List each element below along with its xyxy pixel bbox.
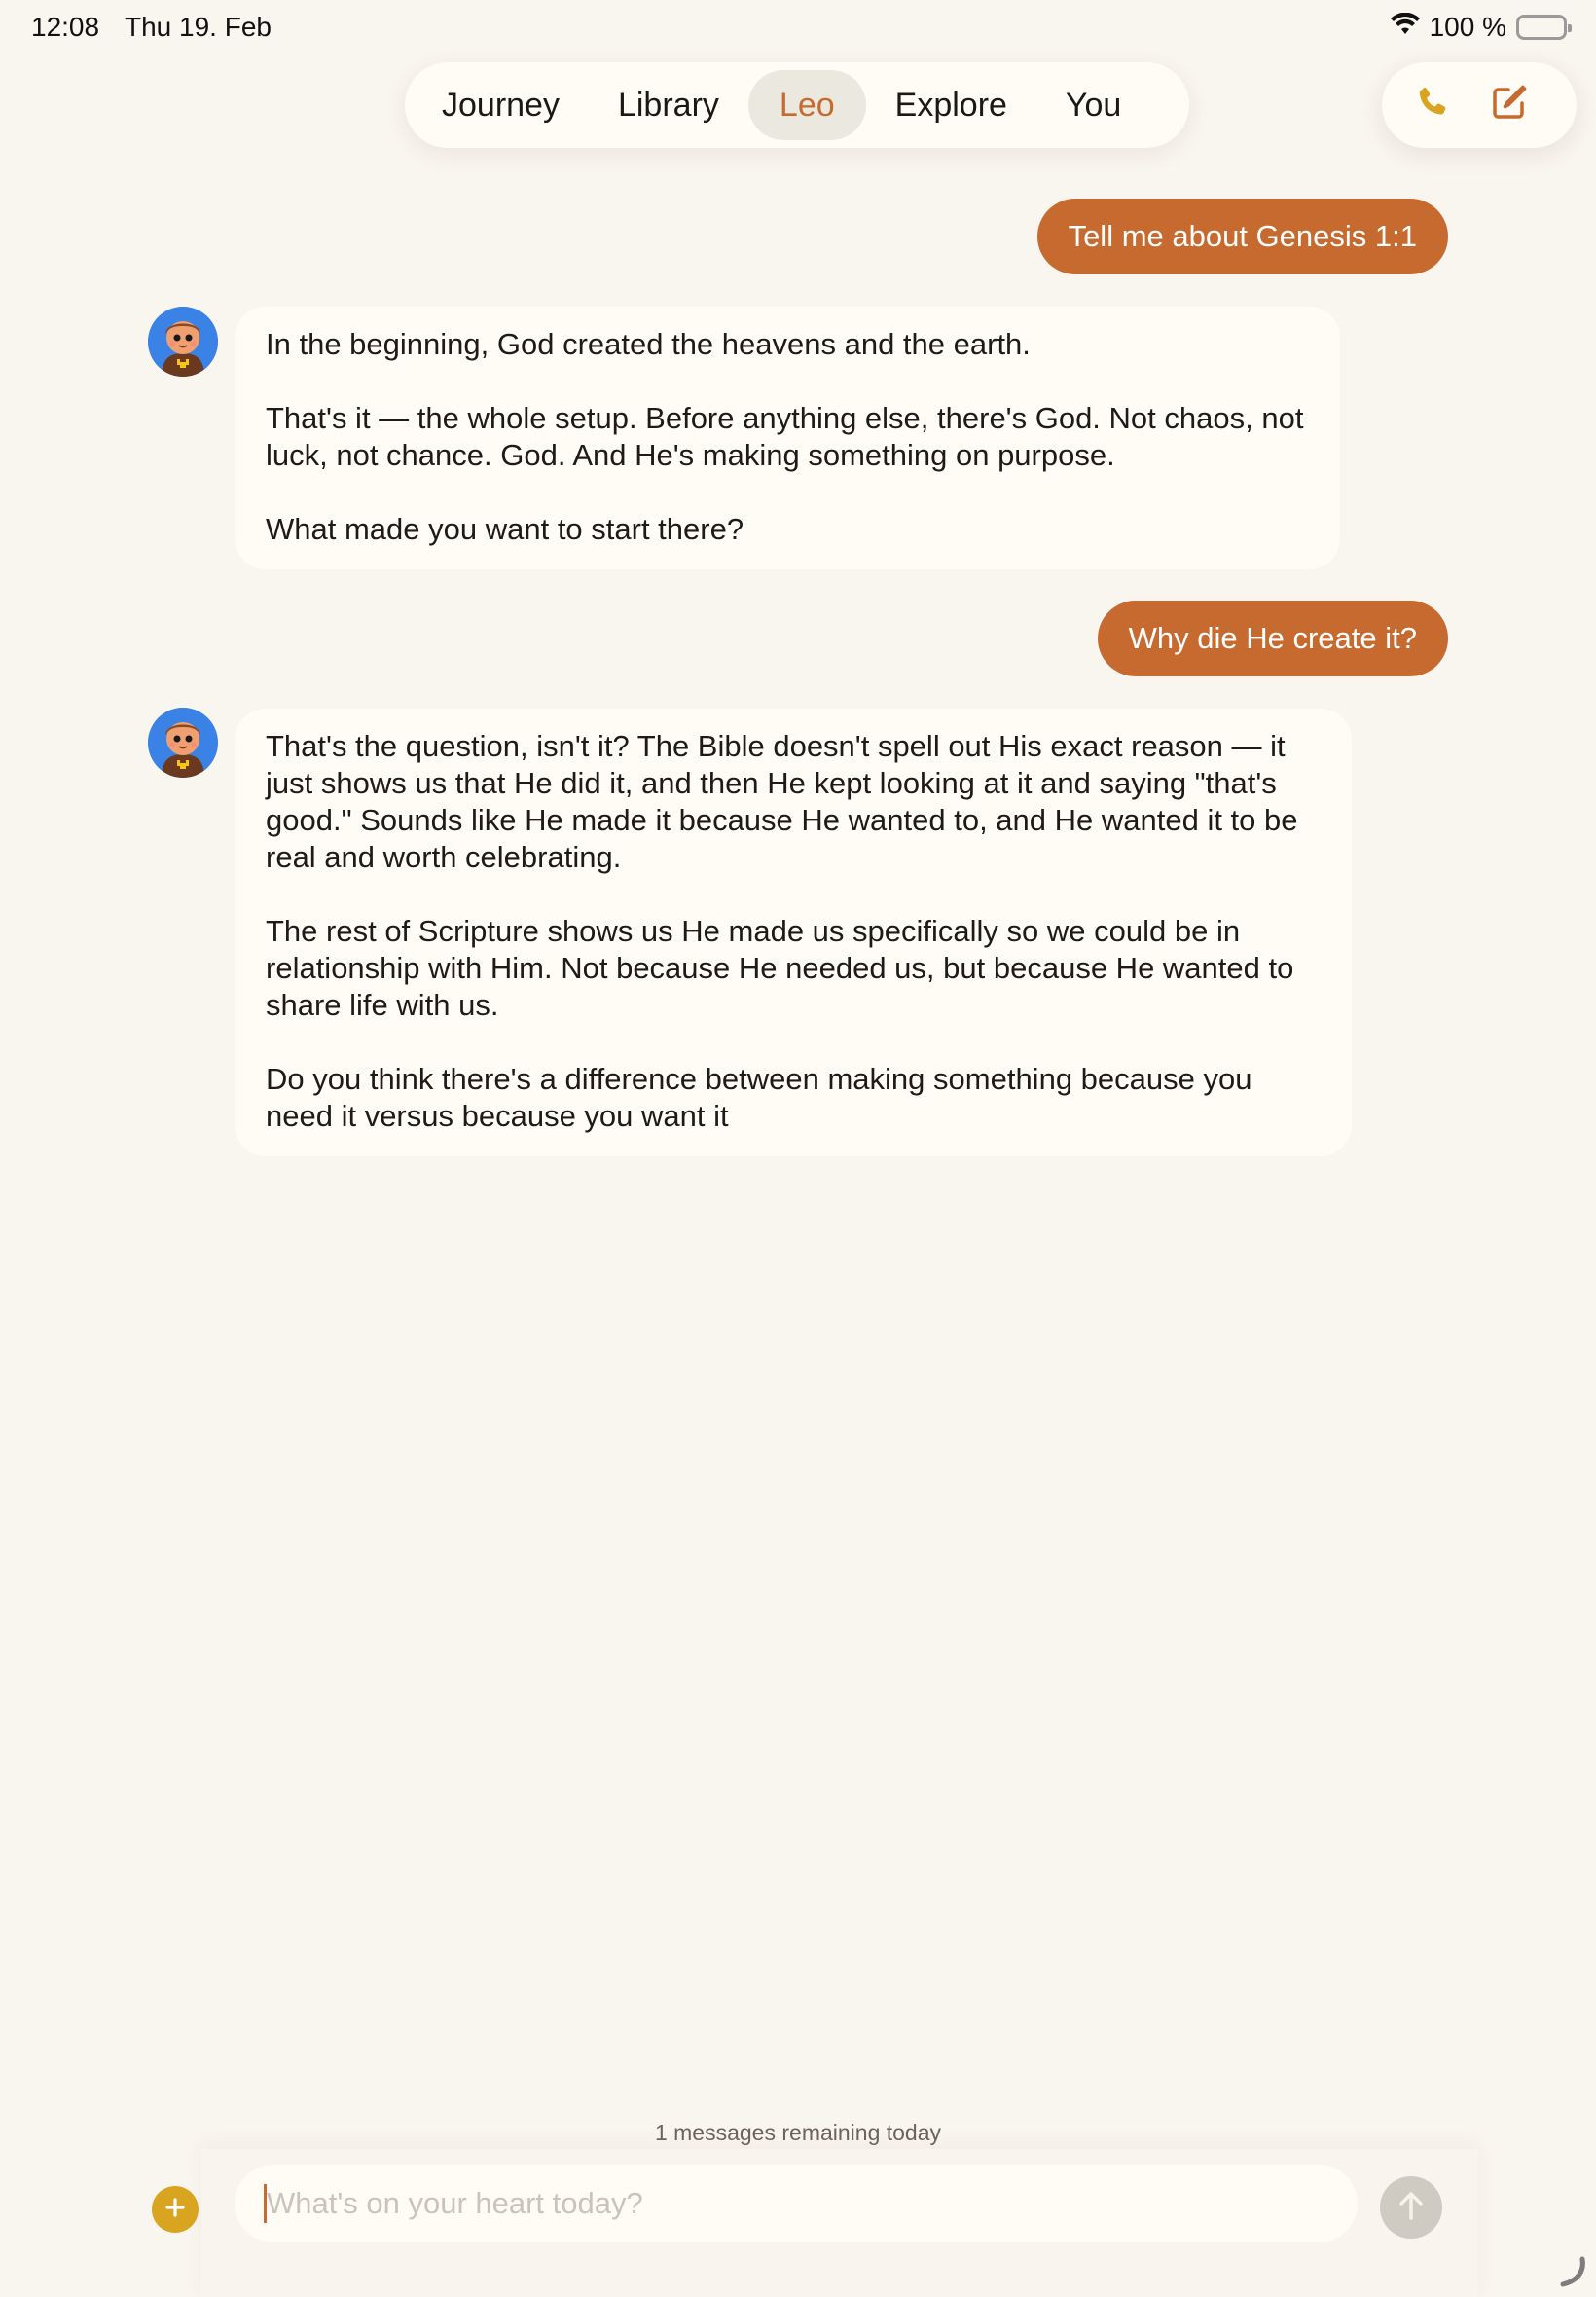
- assistant-message: [235, 307, 1340, 569]
- plus-icon: [163, 2196, 187, 2224]
- message-paragraph: The rest of Scripture shows us He made us specifically so we could be in relationship with Him. Not because He needed us, but because He wanted to share life with us.: [266, 914, 1294, 1022]
- message-text: Why die He create it?: [1128, 621, 1417, 655]
- battery-icon: [1516, 15, 1567, 40]
- compose-icon: [1488, 83, 1529, 128]
- status-indicators: [1391, 12, 1567, 43]
- tab-explore[interactable]: Explore: [894, 86, 1007, 124]
- top-nav: [405, 62, 1189, 148]
- wifi-icon: [1391, 12, 1420, 43]
- user-message: [1098, 601, 1448, 676]
- new-chat-button[interactable]: [1481, 78, 1536, 132]
- tab-journey[interactable]: Journey: [442, 86, 560, 124]
- message-text: Tell me about Genesis 1:1: [1068, 219, 1417, 253]
- phone-icon: [1413, 84, 1452, 128]
- header-actions: [1382, 62, 1577, 148]
- assistant-message: [235, 709, 1352, 1156]
- call-button[interactable]: [1405, 78, 1460, 132]
- message-paragraph: Do you think there's a difference between making something because you need it versus because you want it: [266, 1062, 1252, 1133]
- leo-avatar: [148, 708, 218, 778]
- message-paragraph: That's the question, isn't it? The Bible doesn't spell out His exact reason — it just shows us that He did it, and then He kept looking at it and saying "that's good." Sounds like He made it because He wanted to, and He wanted it to be real and worth celebrating.: [266, 729, 1298, 874]
- message-paragraph: That's it — the whole setup. Before anything else, there's God. Not chaos, not luck, not chance. God. And He's making something on purpose.: [266, 401, 1304, 472]
- monk-avatar-icon: [148, 708, 218, 778]
- send-button[interactable]: [1380, 2176, 1442, 2239]
- status-date: Thu 19. Feb: [125, 12, 272, 42]
- battery-percent: 100 %: [1429, 12, 1506, 42]
- user-message: [1037, 199, 1448, 274]
- messages-remaining: 1 messages remaining today: [654, 2120, 942, 2145]
- tab-leo[interactable]: Leo: [748, 70, 866, 140]
- monk-avatar-icon: [148, 307, 218, 377]
- message-input-field[interactable]: [235, 2165, 1358, 2242]
- resize-handle-icon: [1555, 2255, 1588, 2293]
- tab-library[interactable]: Library: [617, 86, 719, 124]
- tab-you[interactable]: You: [1065, 86, 1122, 124]
- arrow-up-icon: [1396, 2189, 1426, 2227]
- message-paragraph: In the beginning, God created the heavens and the earth.: [266, 327, 1031, 361]
- leo-avatar: [148, 307, 218, 377]
- status-time: 12:08: [31, 12, 100, 42]
- attach-button[interactable]: [152, 2186, 199, 2233]
- message-paragraph: What made you want to start there?: [266, 512, 744, 546]
- message-input[interactable]: [267, 2186, 1358, 2221]
